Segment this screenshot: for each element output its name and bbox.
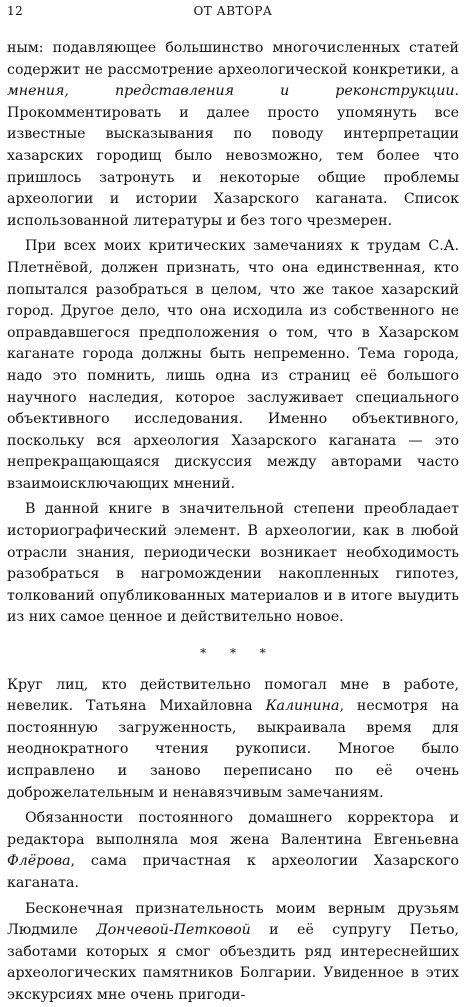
paragraph-text: Круг лиц, кто действительно помогал мне в работе, невелик. Татьяна Михайловна [7,676,459,715]
paragraph-text: . Прокомментировать и далее просто упомянуть все известные высказывания по поводу интерпретации хазарских городищ было невозможно, тем более что пришлось затронуть и некоторые общие проблемы археологии и истории Хазарского каганата. Список использованной литературы и без того чрезмерен. [7,83,459,229]
running-head [7,2,459,22]
italic-name: Флёрова [7,853,71,870]
paragraph-text: , сама причастная к археологии Хазарского каганата. [7,853,459,891]
paragraph-text: и её супругу Петьо, заботами которых я смог объездить ряд интереснейших археологических памятников Болгарии. Увиденное в этих экскурсиях мне очень пригоди- [7,922,459,1003]
paragraph-text: Обязанности постоянного домашнего корректора и редактора выполняла моя жена Валентина Евгеньевна [7,810,459,848]
page-number: 12 [7,4,24,18]
running-title: ОТ АВТОРА [193,4,273,18]
paragraph-wife [7,808,459,894]
italic-name: Дончевой-Петковой [96,922,251,939]
paragraph-acknowledgements [7,675,459,805]
paragraph-text: , несмотря на постоянную загруженность, выкраивала время для неоднократного чтения рукописи. Многое было исправлено и заново переписано по её очень доброжелательным и ненавязчивым замечаниям. [7,698,459,801]
paragraph-friends [7,899,459,1007]
paragraph-historiography: В данной книге в значительной степени преобладает историографический элемент. В археологии, как в любой отрасли знания, периодически возникает необходимость разобраться в нагромождении накопленных гипотез, толкований опубликованных материалов и в итоге выудить из них самое ценное и действительно новое. [7,501,459,626]
paragraph-continuation [7,38,459,232]
section-separator: * * * [200,646,276,661]
paragraph-text: Бесконечная признательность моим верным друзьям Людмиле [7,900,459,939]
italic-name: Калинина [265,698,340,715]
paragraph-text: ным: подавляющее большинство многочисленных статей содержит не рассмотрение археологической конкретики, а [7,40,459,78]
italic-emphasis: мнения, представления и реконструкции [7,83,455,100]
body-text [7,38,459,1007]
paragraph-pletneva: При всех моих критических замечаниях к трудам С.А. Плетнёвой, должен признать, что она единственная, кто попытался разобраться в целом, что же такое хазарский город. Другое дело, что она исходила из собственного не оправдавшегося предположения о том, что в Хазарском каганате города должны быть непременно. Тема города, надо это помнить, лишь одна из страниц её большого научного наследия, которое заслуживает специального объективного исследования. Именно объективного, поскольку вся археология Хазарского каганата — это непрекращающаяся дискуссия между авторами часто взаимоисключающих мнений. [7,238,459,492]
